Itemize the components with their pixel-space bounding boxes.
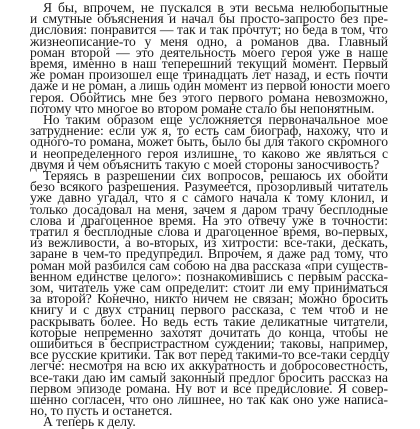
text-line: заране в чем-то предупредил. Впрочем, я даже рад тому, что bbox=[30, 246, 388, 262]
text-line: Я бы, впрочем, не пускался в эти весьма нелюбопытные bbox=[43, 0, 388, 15]
text-line: зом, читатель уже сам определит: стоит ли ему приниматься bbox=[30, 280, 388, 295]
text-line: раскрывать более. Но ведь есть такие деликатные читатели, bbox=[30, 313, 388, 329]
text-line: Но таким образом еще усложняется первоначальное мое bbox=[43, 112, 388, 127]
text-line: из вежливости, а во-вторых, из хитрости: все-таки, дескать, bbox=[30, 235, 388, 251]
text-line: роман мой разбился сам собою на два рассказа «при существ- bbox=[30, 257, 388, 273]
text-line: героя. Обойтись мне без этого первого романа невозможно, bbox=[30, 89, 388, 105]
text-line: дисловия: понравится — так и так прочтут; но беда в том, что bbox=[30, 22, 388, 38]
text-line: одного-то романа, может быть, было бы для такого скромного bbox=[30, 134, 388, 150]
text-line: Теряясь в разрешении сих вопросов, решаюсь их обойти bbox=[43, 168, 388, 183]
text-line: роман второй — это деятельность моего героя уже в наше bbox=[30, 44, 388, 60]
text-line: потому что многое во втором романе стало бы непонятным. bbox=[30, 100, 375, 116]
text-line: первом эпизоде романа. Ну вот и все предисловие. Я совер- bbox=[30, 380, 388, 396]
text-line: за второй? Конечно, никто ничем не связан; можно бросить bbox=[30, 291, 388, 307]
text-line: которые непременно захотят дочитать до конца, чтобы не bbox=[30, 324, 388, 340]
text-line: время, именно в наш теперешний текущий момент. Первый bbox=[30, 56, 388, 71]
text-line: все русские критики. Так вот перед такими-то все-таки сердцу bbox=[30, 347, 390, 363]
text-line: и смутные объяснения и начал бы просто-запросто без пре- bbox=[30, 11, 388, 27]
text-line: даже и не роман, а лишь один момент из первой юности моего bbox=[30, 78, 391, 94]
text-line: уже давно угадал, что я с самого начала к тому клонил, и bbox=[30, 190, 388, 206]
text-line: тратил я бесплодные слова и драгоценное время, во-первых, bbox=[30, 224, 388, 239]
text-line: ошибиться в беспристрастном суждении; таковы, например, bbox=[30, 336, 388, 351]
text-line: двумя и чем объяснить такую с моей стороны заносчивость? bbox=[30, 156, 380, 172]
text-line: жизнеописание-то у меня одно, а романов два. Главный bbox=[30, 33, 388, 49]
text-line: затруднение: если уж я, то есть сам биограф, нахожу, что и bbox=[30, 123, 388, 139]
text-line: легче: несмотря на всю их аккуратность и добросовестность, bbox=[30, 358, 388, 374]
text-line: венном единстве целого»: познакомившись с первым расска- bbox=[30, 268, 388, 284]
text-line: только досадовал на меня, зачем я даром трачу бесплодные bbox=[30, 201, 388, 217]
text-line: шенно согласен, что оно лишнее, но так как оно уже написа- bbox=[30, 392, 388, 407]
text-line: слова и драгоценное время. На это отвечу уже в точности: bbox=[30, 212, 388, 228]
text-line: же роман произошел еще тринадцать лет назад, и есть почти bbox=[30, 67, 388, 83]
text-line: А теперь к делу. bbox=[43, 414, 136, 429]
text-line: но, то пусть и останется. bbox=[30, 403, 173, 419]
text-line: книгу и с двух страниц первого рассказа, с тем чтоб и не bbox=[30, 302, 388, 318]
text-line: безо всякого разрешения. Разумеется, прозорливый читатель bbox=[30, 179, 388, 195]
text-line: и неопределенного героя излишне, то каково же являться с bbox=[30, 145, 388, 161]
text-line: все-таки даю им самый законный предлог бросить рассказ на bbox=[30, 369, 388, 385]
